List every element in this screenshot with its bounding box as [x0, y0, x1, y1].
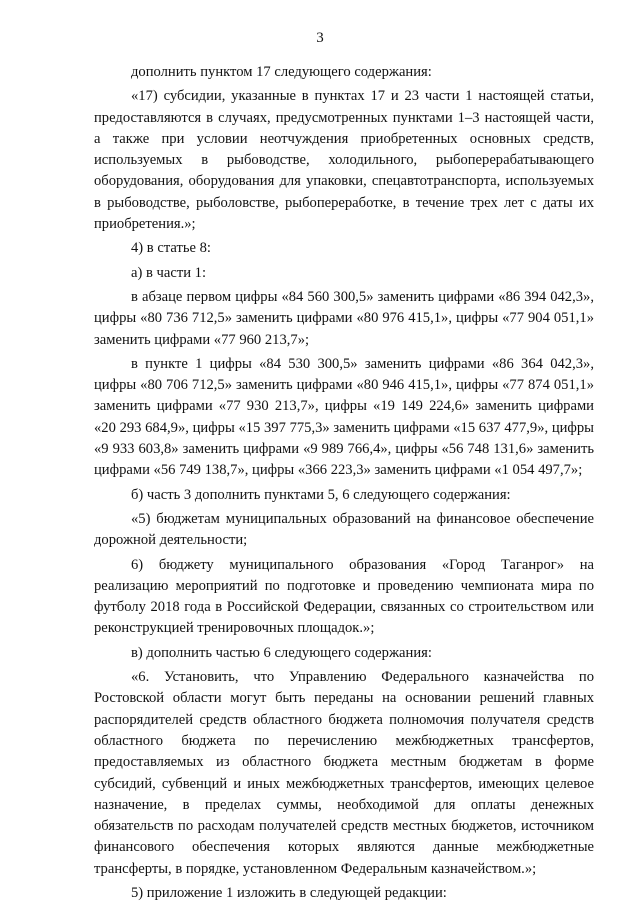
- page-number: 3: [316, 30, 324, 46]
- paragraph-appendix-1: 5) приложение 1 изложить в следующей редакции:: [131, 884, 447, 901]
- paragraph-first-indent-figures: в абзаце первом цифры «84 560 300,5» заменить цифрами «86 394 042,3», цифры «80 736 712,5» заменить цифрами «80 976 415,1», цифры «77 904 051,1» заменить цифрами «77 960 213,7»;: [94, 288, 594, 348]
- paragraph-point-1-figures: в пункте 1 цифры «84 530 300,5» заменить цифрами «86 364 042,3», цифры «80 706 712,5» заменить цифрами «80 946 415,1», цифры «77 874 051,1» заменить цифрами «77 930 213,7», цифры «19 149 224,6» заменить цифрами «20 293 684,9», цифры «15 397 775,3» заменить цифрами «15 637 477,9», цифры «9 933 603,8» заменить цифрами «9 989 766,4», цифры «56 748 131,6» заменить цифрами «56 749 138,7», цифры «366 223,3» заменить цифрами «1 054 497,7»;: [94, 355, 594, 479]
- paragraph-item-17-subsidies: «17) субсидии, указанные в пунктах 17 и 23 части 1 настоящей статьи, предоставляются в случаях, предусмотренных пунктами 1–3 настоящей части, а также при условии неотчуждения приобретенных основных средств, используемых в рыбоводстве, холодильного, рыбоперерабатывающего оборудования, оборудования для упаковки, спецавтотранспорта, используемых в рыбоводстве, рыболовстве, рыбопереработке, в течение трех лет с даты их приобретения.»;: [94, 88, 594, 233]
- paragraph-article-8: 4) в статье 8:: [131, 240, 211, 257]
- paragraph-add-part-6: в) дополнить частью 6 следующего содержания:: [131, 644, 432, 661]
- paragraph-part-3-add-points: б) часть 3 дополнить пунктами 5, 6 следующего содержания:: [131, 486, 511, 503]
- paragraph-part-6-treasury: «6. Установить, что Управлению Федерального казначейства по Ростовской области могут быть переданы на основании решений главных распорядителей средств областного бюджета полномочия получателя средств областного бюджета по перечислению межбюджетных трансфертов, предоставляемых из областного бюджета местным бюджетам в форме субсидий, субвенций и иных межбюджетных трансфертов, имеющих целевое назначение, в пределах суммы, необходимой для оплаты денежных обязательств по расходам получателей средств местных бюджетов, источником финансового обеспечения которых являются данные межбюджетные трансферты, в порядке, установленном Федеральным казначейством.»;: [94, 669, 594, 877]
- paragraph-point-5-road-activity: «5) бюджетам муниципальных образований на финансовое обеспечение дорожной деятельности;: [94, 510, 594, 549]
- paragraph-part-1: а) в части 1:: [131, 264, 207, 281]
- paragraph-point-6-taganrog: 6) бюджету муниципального образования «Город Таганрог» на реализацию мероприятий по подготовке и проведению чемпионата мира по футболу 2018 года в Российской Федерации, связанных со строительством или реконструкцией тренировочных площадок.»;: [94, 556, 594, 637]
- document-body: [94, 62, 594, 904]
- paragraph-add-item-17: дополнить пунктом 17 следующего содержания:: [131, 64, 432, 80]
